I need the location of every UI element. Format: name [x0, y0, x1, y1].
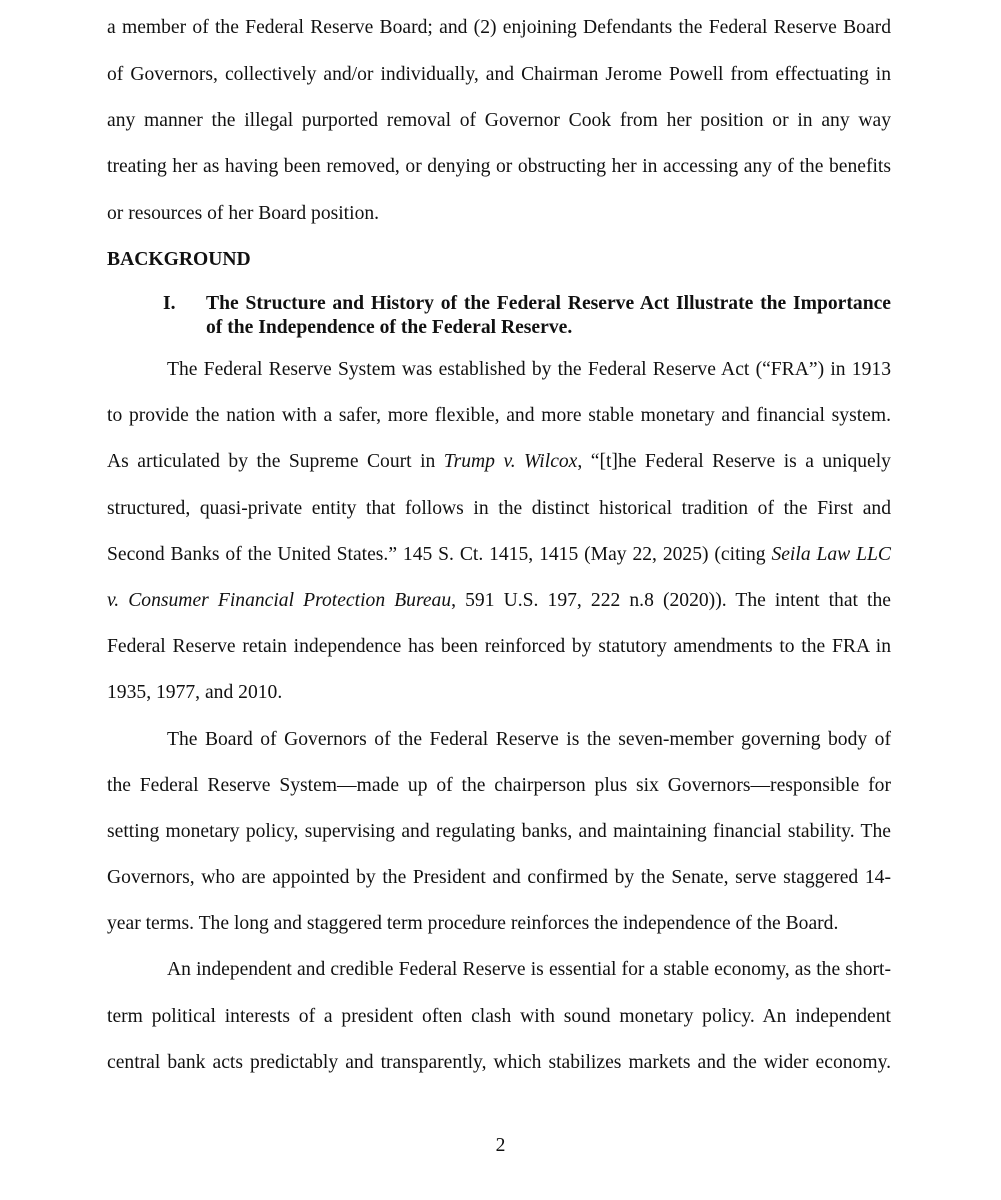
text-line: structured, quasi-private entity that follows in the distinct historical tradition of the First and — [107, 498, 891, 519]
text-line: or resources of her Board position. — [107, 203, 380, 224]
text-line — [107, 589, 891, 613]
text-line: to provide the nation with a safer, more flexible, and more stable monetary and financial system. — [107, 405, 891, 426]
text-line: central bank acts predictably and transparently, which stabilizes markets and the wider economy. — [107, 1052, 891, 1073]
text-run: , “[t]he Federal Reserve is a uniquely — [577, 451, 891, 472]
text-line: the Federal Reserve System—made up of the chairperson plus six Governors—responsible for — [107, 775, 891, 796]
text-run: As articulated by the Supreme Court in — [107, 451, 444, 472]
text-line: The Federal Reserve System was established by the Federal Reserve Act (“FRA”) in 1913 — [167, 359, 891, 380]
text-line: year terms. The long and staggered term procedure reinforces the independence of the Board. — [107, 913, 839, 934]
text-line: of Governors, collectively and/or individually, and Chairman Jerome Powell from effectuating in — [107, 64, 891, 85]
case-citation: Trump v. Wilcox — [443, 451, 578, 472]
text-line — [107, 543, 891, 567]
text-line: term political interests of a president often clash with sound monetary policy. An independent — [107, 1006, 891, 1027]
subsection-number: I. — [163, 293, 176, 314]
subsection-title-line: The Structure and History of the Federal Reserve Act Illustrate the Importance — [206, 293, 891, 314]
text-line: setting monetary policy, supervising and regulating banks, and maintaining financial stability. The — [107, 821, 891, 842]
subsection-title-line: of the Independence of the Federal Reserve. — [206, 317, 573, 338]
text-line: any manner the illegal purported removal of Governor Cook from her position or in any way — [107, 110, 891, 131]
text-run: , 591 U.S. 197, 222 n.8 (2020)). The intent that the — [451, 590, 891, 611]
text-run: Second Banks of the United States.” 145 S. Ct. 1415, 1415 (May 22, 2025) (citing — [107, 544, 772, 565]
text-line: Federal Reserve retain independence has been reinforced by statutory amendments to the FRA in — [107, 636, 891, 657]
text-line: Governors, who are appointed by the President and confirmed by the Senate, serve staggered 14- — [107, 867, 891, 888]
text-line: treating her as having been removed, or denying or obstructing her in accessing any of the benefits — [107, 156, 891, 177]
text-line: a member of the Federal Reserve Board; and (2) enjoining Defendants the Federal Reserve Board — [107, 17, 891, 38]
section-heading-background: BACKGROUND — [107, 249, 251, 270]
text-line: 1935, 1977, and 2010. — [107, 682, 283, 703]
text-line — [107, 450, 891, 474]
text-line: An independent and credible Federal Reserve is essential for a stable economy, as the short- — [167, 959, 891, 980]
case-citation: v. Consumer Financial Protection Bureau — [107, 590, 452, 611]
text-line: The Board of Governors of the Federal Reserve is the seven-member governing body of — [167, 729, 891, 750]
page-number: 2 — [495, 1135, 506, 1156]
case-citation: Seila Law LLC — [771, 544, 891, 565]
